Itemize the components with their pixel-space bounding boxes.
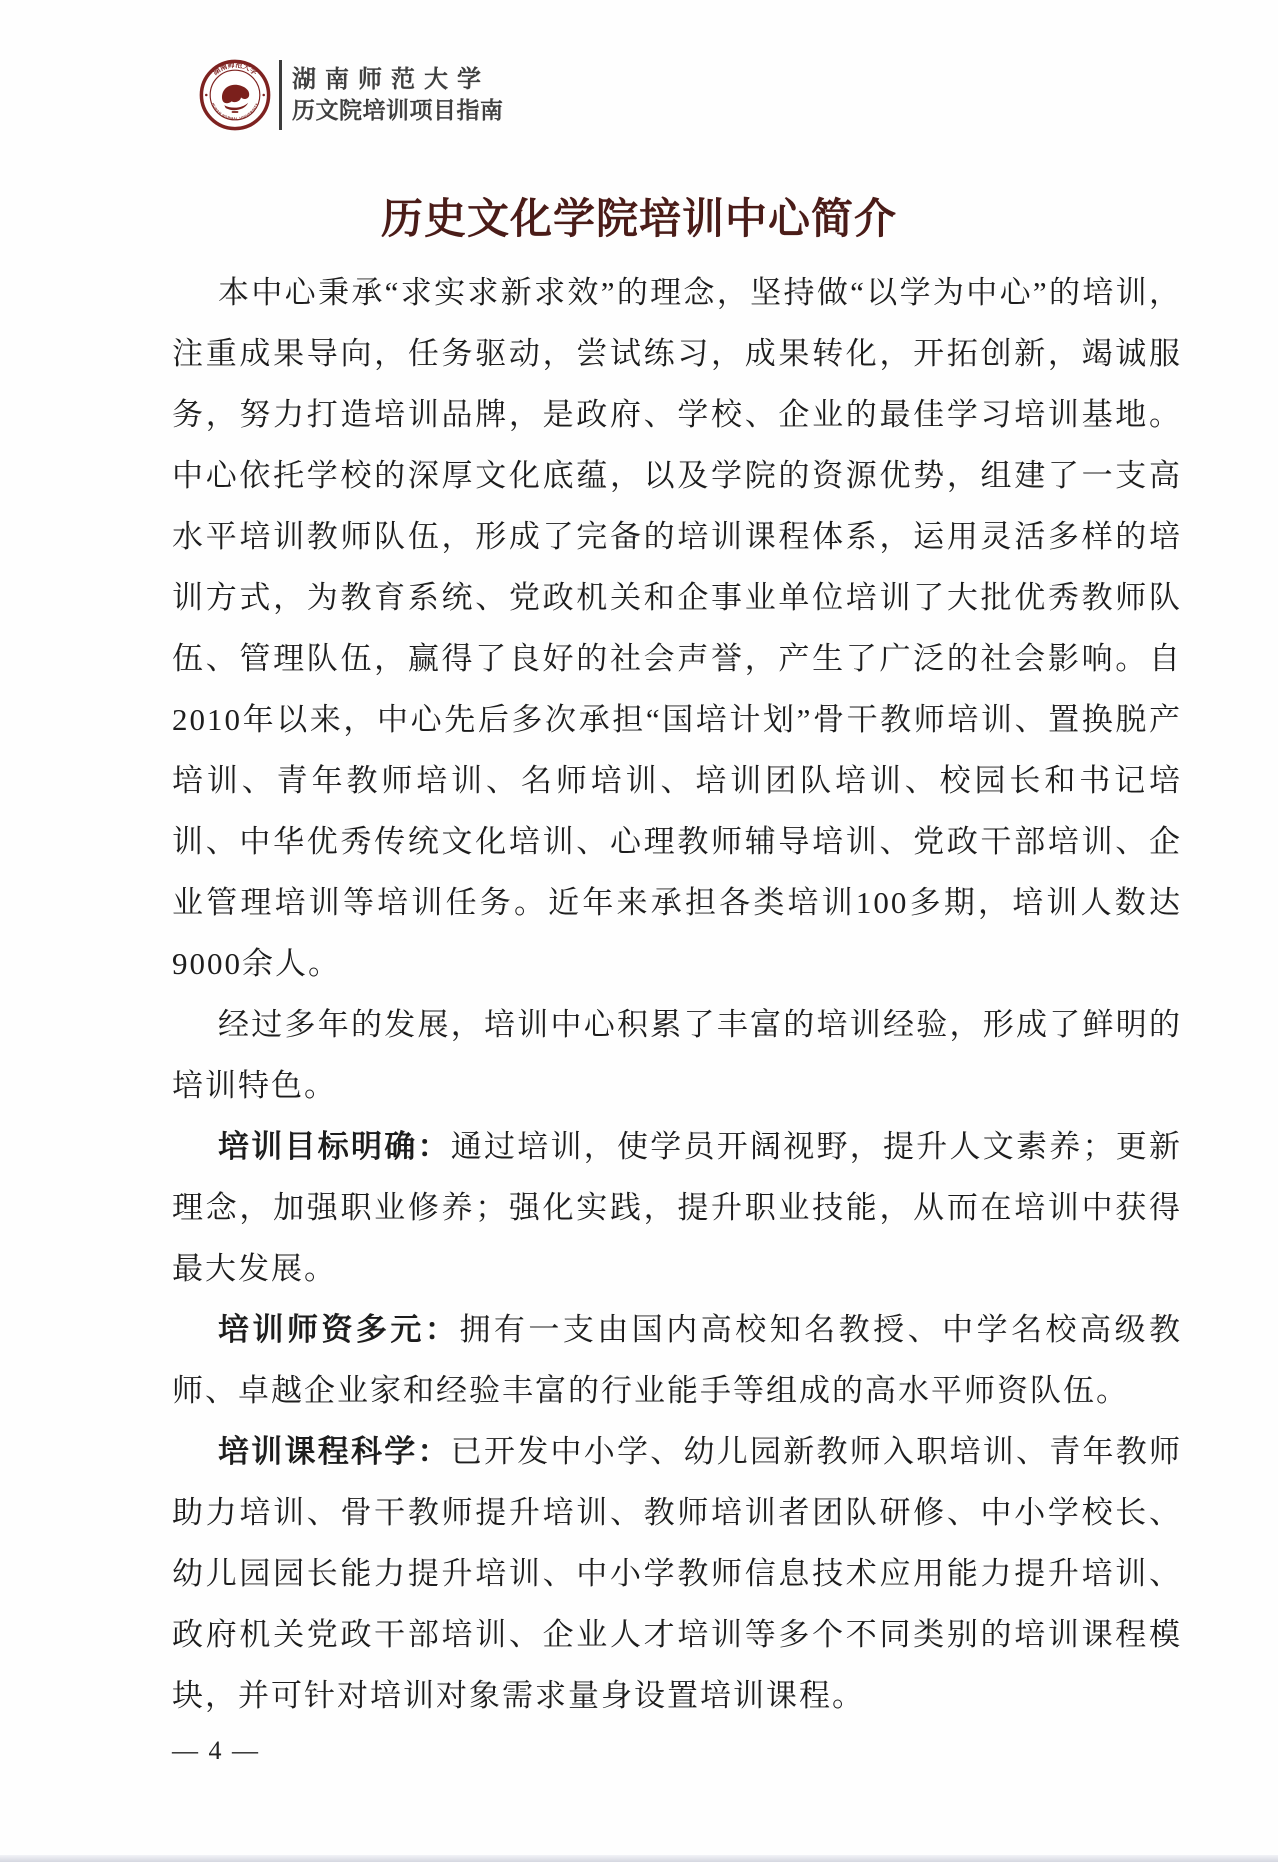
development-paragraph — [172, 994, 1182, 1116]
paragraph-text: 通过培训，使学员开阔视野，提升人文素养；更新理念，加强职业修养；强化实践，提升职业技能，从而在培训中获得最大发展。 — [172, 1129, 1182, 1286]
training-goals-paragraph — [172, 1116, 1182, 1299]
paragraph-lead: 培训目标明确： — [218, 1129, 451, 1164]
university-seal-icon — [198, 58, 272, 132]
scan-edge — [0, 1855, 1278, 1862]
document-body — [172, 262, 1182, 1726]
intro-paragraph — [172, 262, 1182, 994]
paragraph-lead: 培训课程科学： — [218, 1434, 451, 1469]
paragraph-text: 本中心秉承“求实求新求效”的理念，坚持做“以学为中心”的培训，注重成果导向，任务驱动，尝试练习，成果转化，开拓创新，竭诚服务，努力打造培训品牌，是政府、学校、企业的最佳学习培训基地。中心依托学校的深厚文化底蕴，以及学院的资源优势，组建了一支高水平培训教师队伍，形成了完备的培训课程体系，运用灵活多样的培训方式，为教育系统、党政机关和企事业单位培训了大批优秀教师队伍、管理队伍，赢得了良好的社会声誉，产生了广泛的社会影响。自2010年以来，中心先后多次承担“国培计划”骨干教师培训、置换脱产培训、青年教师培训、名师培训、培训团队培训、校园长和书记培训、中华优秀传统文化培训、心理教师辅导培训、党政干部培训、企业管理培训等培训任务。近年来承担各类培训100多期，培训人数达9000余人。 — [172, 275, 1182, 981]
seal-bottom-text: HUNAN NORMAL UNIVERSITY — [210, 102, 260, 121]
page-header — [198, 58, 504, 132]
seal-top-text: 湖南师范大学 — [210, 60, 260, 77]
training-courses-paragraph — [172, 1421, 1182, 1726]
seal-year-mark — [232, 111, 239, 113]
page-title: 历史文化学院培训中心简介 — [380, 195, 897, 242]
paragraph-lead: 培训师资多元： — [218, 1312, 460, 1347]
page-number: — 4 — — [172, 1736, 260, 1765]
university-name: 湖南师范大学 — [292, 66, 490, 93]
paragraph-text: 已开发中小学、幼儿园新教师入职培训、青年教师助力培训、骨干教师提升培训、教师培训者团队研修、中小学校长、幼儿园园长能力提升培训、中小学教师信息技术应用能力提升培训、政府机关党政干部培训、企业人才培训等多个不同类别的培训课程模块，并可针对培训对象需求量身设置培训课程。 — [172, 1434, 1182, 1713]
paragraph-text: 拥有一支由国内高校知名教授、中学名校高级教师、卓越企业家和经验丰富的行业能手等组成的高水平师资队伍。 — [172, 1312, 1183, 1408]
header-divider — [279, 60, 282, 130]
training-faculty-paragraph — [172, 1299, 1182, 1421]
header-text-block — [292, 65, 504, 125]
guide-title: 历文院培训项目指南 — [292, 97, 504, 123]
paragraph-text: 经过多年的发展，培训中心积累了丰富的培训经验，形成了鲜明的培训特色。 — [172, 1007, 1182, 1103]
